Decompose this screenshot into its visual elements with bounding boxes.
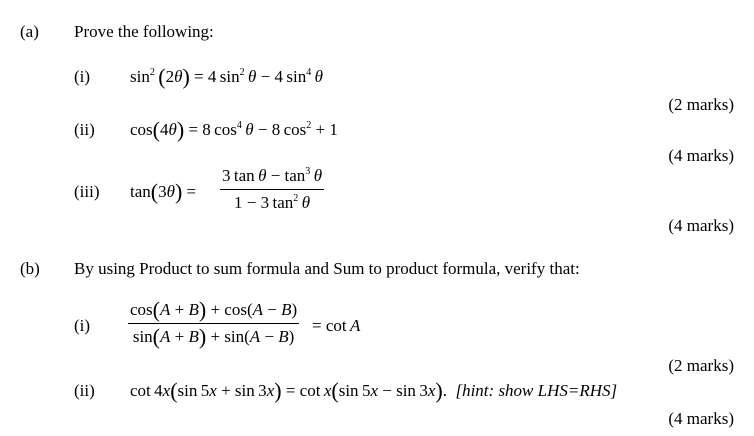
a-iii-label: (iii) (74, 182, 100, 201)
part-a-instruction: Prove the following: (74, 22, 214, 41)
a-ii-label: (ii) (74, 120, 95, 139)
part-b-label: (b) (20, 259, 40, 278)
b-ii-label: (ii) (74, 381, 95, 400)
a-i-marks: (2 marks) (668, 95, 734, 114)
a-iii-marks: (4 marks) (668, 216, 734, 235)
a-i-label: (i) (74, 67, 91, 86)
part-b-instruction: By using Product to sum formula and Sum to product formula, verify that: (74, 259, 580, 278)
equation-a-iii-fraction: 3 $\tan \theta - \tan^3 \theta$ 1 − 3 $\tan^2 \theta$ (222, 166, 323, 212)
equation-a-i: $\sin^2 (2\theta) = 4$ $\sin^2 \theta - 4$ $\sin^4 \theta$ (130, 64, 323, 89)
b-ii-marks: (4 marks) (668, 409, 734, 428)
b-i-marks: (2 marks) (668, 356, 734, 375)
part-a-label: (a) (20, 22, 39, 41)
b-i-label: (i) (74, 316, 91, 335)
equation-b-ii: cot 4x(sin 5x + sin 3x) = cot x(sin 5x − sin 3x). [hint: show LHS=RHS] (130, 378, 618, 403)
hint-text: [hint: show LHS=RHS] (455, 381, 618, 400)
equation-b-i-rhs: = cot A (312, 316, 361, 335)
equation-a-ii: cos(4θ) = 8 $\cos^4 \theta - 8$ $\cos^2 + 1$ (130, 117, 338, 142)
equation-b-i-fraction: cos(A + B) + cos(A − B) sin(A + B) + sin(A − B) (130, 297, 298, 349)
a-ii-marks: (4 marks) (668, 146, 734, 165)
equation-a-iii-lhs: tan(3θ) = (130, 179, 197, 204)
